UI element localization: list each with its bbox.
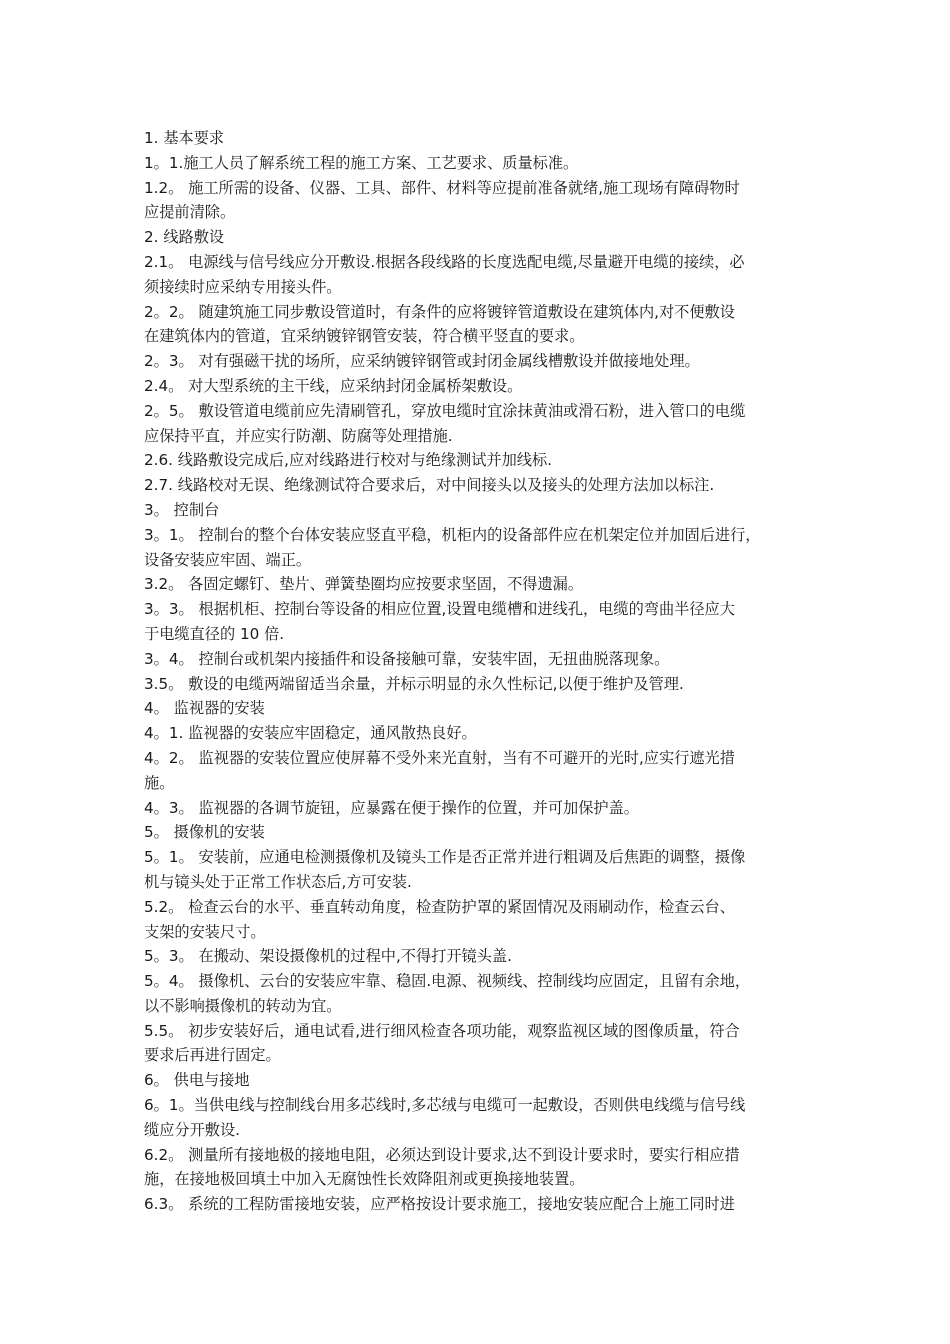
text-line: 4。3。 监视器的各调节旋钮，应暴露在便于操作的位置，并可加保护盖。 xyxy=(144,798,639,817)
text-line: 5。1。 安装前，应通电检测摄像机及镜头工作是否正常并进行粗调及后焦距的调整，摄像 xyxy=(144,848,746,867)
text-line: 6.3。 系统的工程防雷接地安装，应严格按设计要求施工，接地安装应配合上施工同时进 xyxy=(144,1195,735,1214)
text-line: 2。3。 对有强磁干扰的场所，应采纳镀锌钢管或封闭金属线槽敷设并做接地处理。 xyxy=(144,352,700,371)
text-line: 5。 摄像机的安装 xyxy=(144,823,265,842)
text-line: 2. 线路敷设 xyxy=(144,228,225,247)
text-line: 3。3。 根据机柜、控制台等设备的相应位置,设置电缆槽和进线孔，电缆的弯曲半径应大 xyxy=(144,600,735,619)
text-line: 4。1. 监视器的安装应牢固稳定，通风散热良好。 xyxy=(144,724,477,743)
text-line: 施，在接地极回填土中加入无腐蚀性长效降阻剂或更换接地装置。 xyxy=(144,1170,585,1189)
text-line: 要求后再进行固定。 xyxy=(144,1046,281,1065)
text-line: 1.2。 施工所需的设备、仪器、工具、部件、材料等应提前准备就绪,施工现场有障碍物时 xyxy=(144,178,740,197)
text-line: 须接续时应采纳专用接头件。 xyxy=(144,277,342,296)
text-line: 于电缆直径的 10 倍. xyxy=(144,624,285,643)
text-line: 以不影响摄像机的转动为宜。 xyxy=(144,996,342,1015)
text-line: 2.7. 线路校对无误、绝缘测试符合要求后，对中间接头以及接头的处理方法加以标注. xyxy=(144,476,715,495)
document-body xyxy=(144,126,816,1217)
text-line: 3。4。 控制台或机架内接插件和设备接触可靠，安装牢固，无扭曲脱落现象。 xyxy=(144,649,670,668)
text-line: 4。 监视器的安装 xyxy=(144,699,265,718)
text-line: 4。2。 监视器的安装位置应使屏幕不受外来光直射，当有不可避开的光时,应实行遮光措 xyxy=(144,748,735,767)
text-line: 6。 供电与接地 xyxy=(144,1071,250,1090)
text-line: 机与镜头处于正常工作状态后,方可安装. xyxy=(144,872,412,891)
text-line: 2。5。 敷设管道电缆前应先清刷管孔，穿放电缆时宜涂抹黄油或滑石粉，进入管口的电缆 xyxy=(144,401,746,420)
text-line: 5。4。 摄像机、云台的安装应牢靠、稳固.电源、视频线、控制线均应固定，且留有余地， xyxy=(144,972,751,991)
text-line: 应提前清除。 xyxy=(144,203,236,222)
text-line: 2.1。 电源线与信号线应分开敷设.根据各段线路的长度选配电缆,尽量避开电缆的接续，必 xyxy=(144,252,745,271)
text-line: 在建筑体内的管道，宜采纳镀锌钢管安装，符合横平竖直的要求。 xyxy=(144,327,585,346)
text-line: 3.5。 敷设的电缆两端留适当余量，并标示明显的永久性标记,以便于维护及管理. xyxy=(144,674,684,693)
text-line: 施。 xyxy=(144,773,175,792)
text-line: 1. 基本要求 xyxy=(144,129,225,147)
text-line: 6.2。 测量所有接地极的接地电阻，必须达到设计要求,达不到设计要求时，要实行相应措 xyxy=(144,1145,740,1164)
text-line: 2.6. 线路敷设完成后,应对线路进行校对与绝缘测试并加线标. xyxy=(144,451,552,470)
text-line: 5.5。 初步安装好后，通电试看,进行细风检查各项功能，观察监视区域的图像质量，符合 xyxy=(144,1021,740,1040)
text-line: 5.2。 检查云台的水平、垂直转动角度，检查防护罩的紧固情况及雨刷动作，检查云台、 xyxy=(144,897,735,916)
text-line: 设备安装应牢固、端正。 xyxy=(144,550,312,569)
text-line: 3。 控制台 xyxy=(144,500,220,519)
text-line: 2.4。 对大型系统的主干线，应采纳封闭金属桥架敷设。 xyxy=(144,376,523,395)
text-line: 缆应分开敷设. xyxy=(144,1120,240,1139)
text-line: 应保持平直，并应实行防潮、防腐等处理措施. xyxy=(144,426,453,445)
text-line: 1。1.施工人员了解系统工程的施工方案、工艺要求、质量标准。 xyxy=(144,153,579,172)
text-line: 6。1。当供电线与控制线台用多芯线时,多芯绒与电缆可一起敷设，否则供电线缆与信号线 xyxy=(144,1096,746,1115)
text-line: 2。2。 随建筑施工同步敷设管道时，有条件的应将镀锌管道敷设在建筑体内,对不便敷设 xyxy=(144,302,735,321)
text-line: 支架的安装尺寸。 xyxy=(144,922,266,941)
text-line: 5。3。 在搬动、架设摄像机的过程中,不得打开镜头盖. xyxy=(144,947,512,966)
text-line: 3。1。 控制台的整个台体安装应竖直平稳，机柜内的设备部件应在机架定位并加固后进行， xyxy=(144,525,761,544)
text-line: 3.2。 各固定螺钉、垫片、弹簧垫圈均应按要求坚固，不得遗漏。 xyxy=(144,575,584,594)
